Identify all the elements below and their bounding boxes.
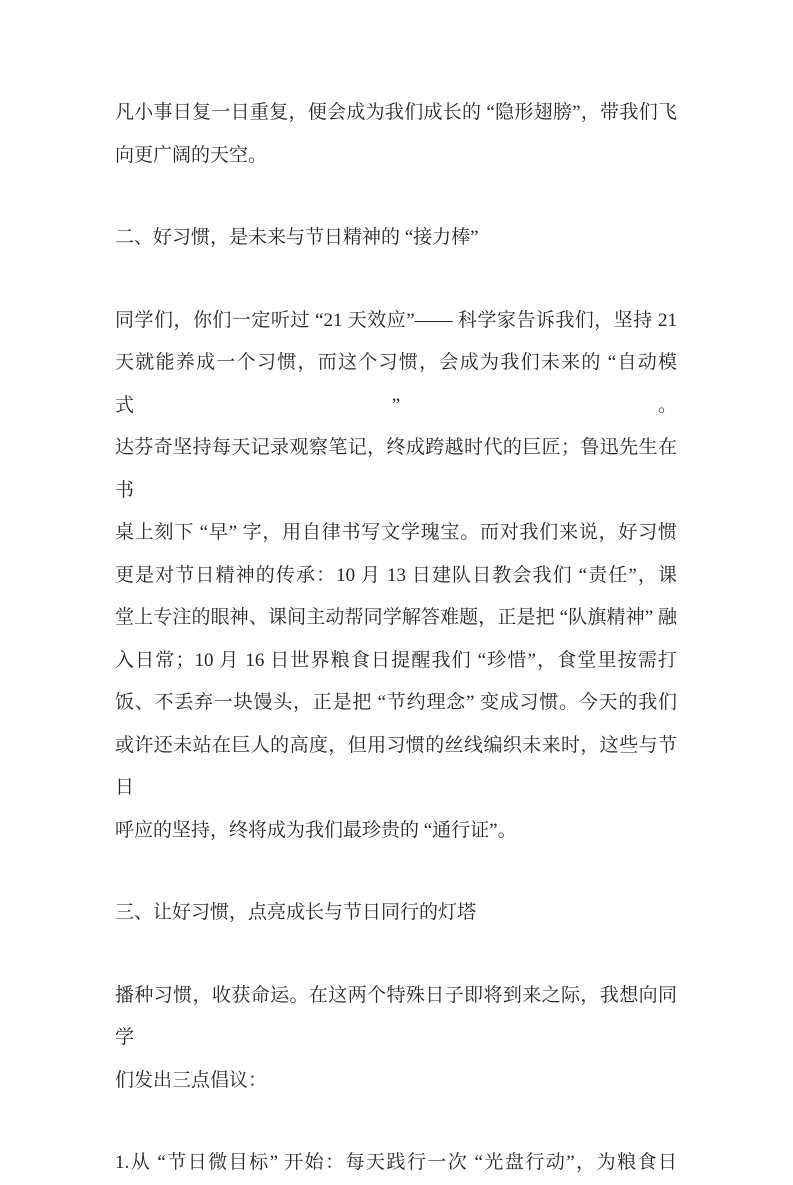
text-line: 饭、不丢弃一块馒头，正是把 “节约理念” 变成习惯。今天的我们 bbox=[115, 692, 677, 713]
heading-line: 三、让好习惯，点亮成长与节日同行的灯塔 bbox=[115, 902, 477, 923]
text-line: 播种习惯，收获命运。在这两个特殊日子即将到来之际，我想向同学 bbox=[115, 984, 677, 1048]
text-line: 更是对节日精神的传承：10 月 13 日建队日教会我们 “责任”，课 bbox=[115, 564, 677, 586]
text-line: 桌上刻下 “早” 字，用自律书写文学瑰宝。而对我们来说，好习惯 bbox=[115, 522, 677, 543]
text-line: 同学们，你们一定听过 “21 天效应”—— 科学家告诉我们，坚持 21 bbox=[115, 309, 677, 331]
text-line: 们发出三点倡议： bbox=[115, 1069, 268, 1091]
text-line: 堂上专注的眼神、课间主动帮同学解答难题，正是把 “队旗精神” 融 bbox=[115, 607, 677, 628]
text-line: 或许还未站在巨人的高度，但用习惯的丝线编织未来时，这些与节日 bbox=[115, 734, 677, 798]
heading-line: 二、好习惯，是未来与节日精神的 “接力棒” bbox=[115, 227, 479, 248]
heading-section-3 bbox=[115, 892, 677, 935]
text-line: 1.从 “节日微目标” 开始：每天践行一次 “光盘行动”，为粮食日 bbox=[115, 1152, 677, 1173]
list-item-proposal-1 bbox=[115, 1142, 677, 1185]
text-line: 向更广阔的天空。 bbox=[115, 144, 268, 166]
text-line: 呼应的坚持，终将成为我们最珍贵的 “通行证”。 bbox=[115, 819, 517, 841]
text-line: 凡小事日复一日重复，便会成为我们成长的 “隐形翅膀”，带我们飞 bbox=[115, 102, 677, 123]
paragraph-intro-continuation bbox=[115, 92, 677, 177]
heading-section-2 bbox=[115, 217, 677, 260]
text-line: 达芬奇坚持每天记录观察笔记，终成跨越时代的巨匠；鲁迅先生在书 bbox=[115, 437, 677, 501]
text-line: 入日常；10 月 16 日世界粮食日提醒我们 “珍惜”，食堂里按需打 bbox=[115, 649, 677, 671]
paragraph-21-day-effect bbox=[115, 300, 677, 853]
paragraph-proposals-intro bbox=[115, 975, 677, 1103]
text-line: 天就能养成一个习惯，而这个习惯，会成为我们未来的 “自动模式”。 bbox=[115, 352, 677, 416]
